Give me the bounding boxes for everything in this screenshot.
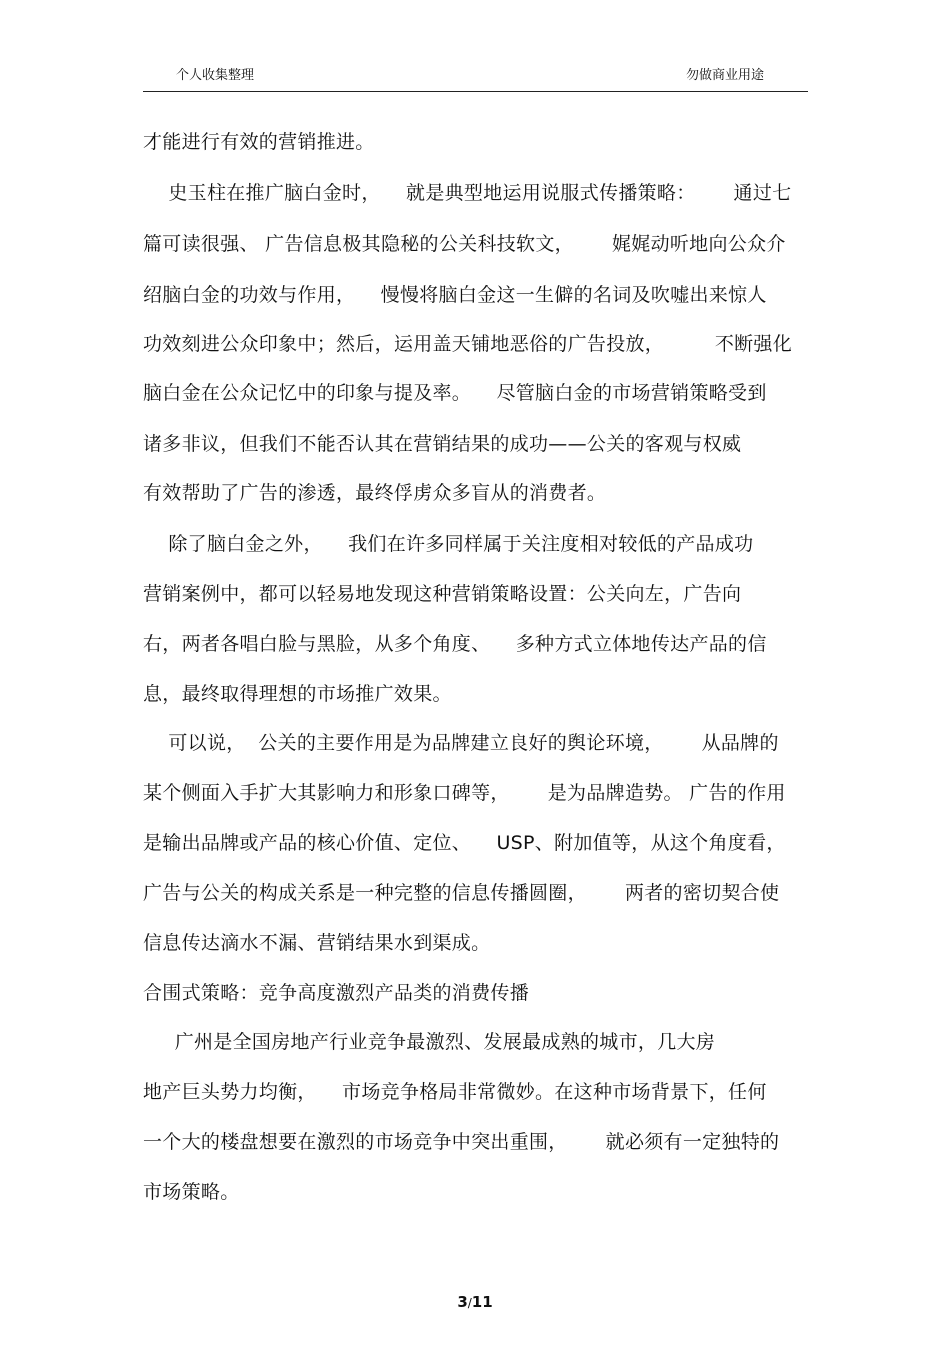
body-line: 一个大的楼盘想要在激烈的市场竞争中突出重围， 就必须有一定独特的	[143, 1131, 780, 1153]
body-line: 才能进行有效的营销推进。	[143, 131, 375, 153]
body-line: 市场策略。	[143, 1181, 240, 1203]
body-line: 地产巨头势力均衡， 市场竞争格局非常微妙。在这种市场背景下，任何	[143, 1081, 767, 1103]
body-line: 广州是全国房地产行业竞争最激烈、发展最成熟的城市，几大房	[143, 1031, 716, 1053]
body-line: 功效刻进公众印象中；然后，运用盖天铺地恶俗的广告投放， 不断强化	[143, 333, 793, 355]
body-line: 篇可读很强、 广告信息极其隐秘的公关科技软文， 娓娓动听地向公众介	[143, 233, 786, 255]
body-line: 可以说， 公关的主要作用是为品牌建立良好的舆论环境， 从品牌的	[143, 732, 779, 754]
header-left-text: 个人收集整理	[176, 68, 255, 83]
body-line: 右，两者各唱白脸与黑脸，从多个角度、 多种方式立体地传达产品的信	[143, 633, 767, 655]
body-line: 营销案例中，都可以轻易地发现这种营销策略设置：公关向左，广告向	[143, 583, 742, 605]
section-heading: 合围式策略：竞争高度激烈产品类的消费传播	[143, 982, 530, 1004]
header-divider	[143, 91, 808, 92]
page-number	[0, 1293, 950, 1311]
header-right-text: 勿做商业用途	[686, 68, 765, 83]
body-line: 某个侧面入手扩大其影响力和形象口碑等， 是为品牌造势。 广告的作用	[143, 782, 786, 804]
body-line: 是输出品牌或产品的核心价值、定位、 USP、附加值等，从这个角度看，	[143, 832, 786, 854]
body-line: 除了脑白金之外， 我们在许多同样属于关注度相对较低的产品成功	[143, 533, 754, 555]
body-line: 息，最终取得理想的市场推广效果。	[143, 683, 452, 705]
body-line: 诸多非议，但我们不能否认其在营销结果的成功——公关的客观与权威	[143, 433, 742, 455]
body-line: 有效帮助了广告的渗透，最终俘虏众多盲从的消费者。	[143, 482, 607, 504]
body-line: 史玉柱在推广脑白金时， 就是典型地运用说服式传播策略： 通过七	[143, 182, 792, 204]
body-line: 广告与公关的构成关系是一种完整的信息传播圆圈， 两者的密切契合使	[143, 882, 780, 904]
page-current: 3	[457, 1293, 468, 1311]
body-line: 绍脑白金的功效与作用， 慢慢将脑白金这一生僻的名词及吹嘘出来惊人	[143, 284, 767, 306]
page-total: 11	[471, 1293, 493, 1311]
body-line: 脑白金在公众记忆中的印象与提及率。 尽管脑白金的市场营销策略受到	[143, 382, 767, 404]
page-separator: /	[467, 1296, 472, 1310]
body-line: 信息传达滴水不漏、营销结果水到渠成。	[143, 932, 491, 954]
